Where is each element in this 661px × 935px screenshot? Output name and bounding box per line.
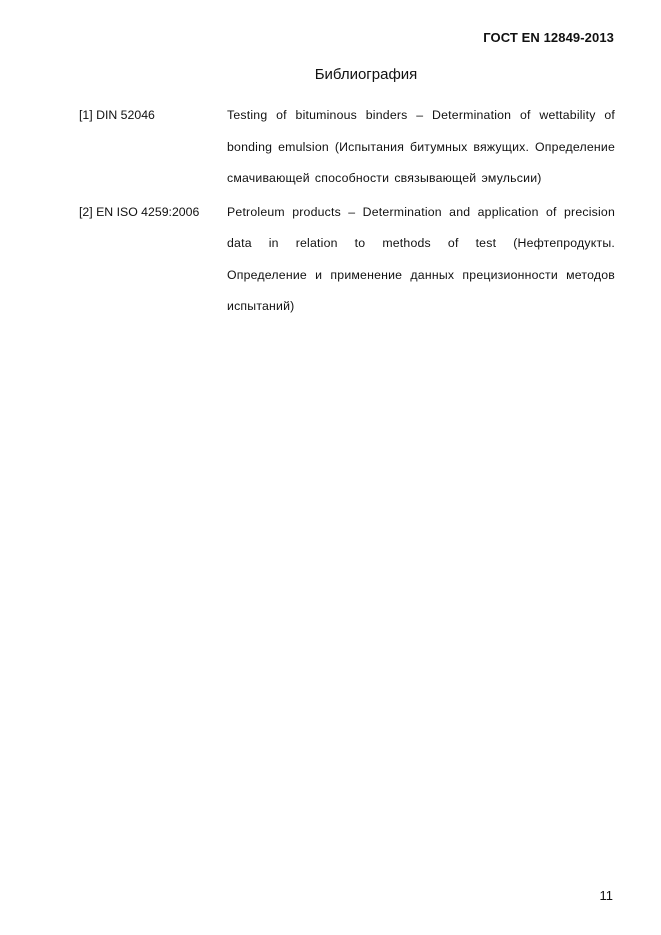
entry-reference: [1] DIN 52046 — [79, 108, 155, 122]
entry-description: Testing of bituminous binders – Determination of wettability of bonding emulsion (Испытания битумных вяжущих. Определение смачивающей способности связывающей эмульсии) — [227, 108, 615, 185]
bibliography-entry — [79, 100, 615, 195]
page-number: 11 — [599, 888, 613, 903]
bibliography-entry — [79, 197, 615, 323]
entry-reference: [2] EN ISO 4259:2006 — [79, 204, 200, 219]
entry-description: Petroleum products – Determination and application of precision data in relation to methods of test (Нефтепродукты. Определение и применение данных прецизионности методов испытаний) — [227, 204, 615, 313]
bibliography-list — [79, 100, 615, 325]
document-code: ГОСТ EN 12849-2013 — [483, 30, 614, 45]
section-title: Библиография — [314, 66, 418, 83]
